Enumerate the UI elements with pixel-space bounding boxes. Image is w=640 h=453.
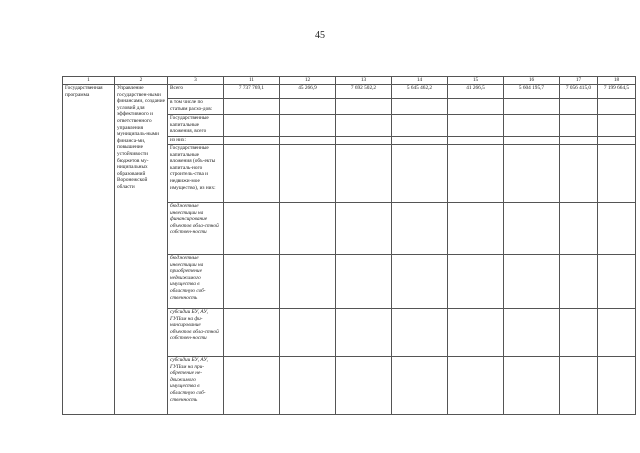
- value-cell: [448, 255, 504, 309]
- value-cell: 41 266,5: [448, 85, 504, 99]
- column-header: 1: [63, 77, 115, 85]
- value-cell: [598, 357, 636, 415]
- value-cell: [504, 309, 560, 357]
- column-header: 14: [392, 77, 448, 85]
- value-cell: [598, 99, 636, 115]
- value-cell: 7 737 769,1: [224, 85, 280, 99]
- value-cell: [560, 255, 598, 309]
- row-label-cell: Государственные капитальные вложения, всего: [168, 115, 224, 137]
- value-cell: [504, 203, 560, 255]
- value-cell: [280, 309, 336, 357]
- value-cell: [280, 99, 336, 115]
- value-cell: [598, 115, 636, 137]
- value-cell: [448, 203, 504, 255]
- value-cell: [598, 255, 636, 309]
- value-cell: [224, 309, 280, 357]
- row-label-cell: субсидии БУ, АУ, ГУПам на при-обретение не-движимого имущества в областную соб-ственность: [168, 357, 224, 415]
- program-name-cell: Управление государствен-ными финансами, создание условий для эффективного и ответственного управления муниципаль-ными финанса-ми, повышение устойчивости бюджетов му-ниципальных образований Воронежской области: [115, 85, 168, 415]
- value-cell: [392, 255, 448, 309]
- value-cell: [392, 99, 448, 115]
- program-type-cell: Государственная программа: [63, 85, 115, 415]
- value-cell: [224, 115, 280, 137]
- column-header: 12: [280, 77, 336, 85]
- column-header: 16: [504, 77, 560, 85]
- column-header: 17: [560, 77, 598, 85]
- column-header: 15: [448, 77, 504, 85]
- value-cell: [392, 203, 448, 255]
- value-cell: [598, 145, 636, 203]
- value-cell: 7 199 664,5: [598, 85, 636, 99]
- column-header: 2: [115, 77, 168, 85]
- value-cell: [504, 115, 560, 137]
- value-cell: [336, 145, 392, 203]
- value-cell: [280, 145, 336, 203]
- value-cell: [598, 203, 636, 255]
- row-label-cell: Государственные капитальные вложения (объ-екты капиталь-ного строитель-ства и недвижи-мое имущество), из них:: [168, 145, 224, 203]
- value-cell: [560, 145, 598, 203]
- value-cell: [448, 309, 504, 357]
- value-cell: [336, 309, 392, 357]
- value-cell: [280, 357, 336, 415]
- value-cell: [224, 99, 280, 115]
- value-cell: [560, 115, 598, 137]
- value-cell: [280, 203, 336, 255]
- value-cell: [448, 357, 504, 415]
- row-label-cell: в том числе по статьям расхо-дов:: [168, 99, 224, 115]
- value-cell: [560, 309, 598, 357]
- value-cell: [224, 357, 280, 415]
- budget-table: [62, 76, 636, 415]
- value-cell: [504, 357, 560, 415]
- value-cell: [448, 99, 504, 115]
- value-cell: [504, 99, 560, 115]
- value-cell: [392, 145, 448, 203]
- column-header: 18: [598, 77, 636, 85]
- value-cell: [504, 137, 560, 145]
- value-cell: [560, 357, 598, 415]
- row-label-cell: из них:: [168, 137, 224, 145]
- value-cell: [280, 115, 336, 137]
- value-cell: [224, 137, 280, 145]
- column-header: 3: [168, 77, 224, 85]
- table-row: [63, 85, 636, 99]
- value-cell: [504, 255, 560, 309]
- value-cell: [392, 115, 448, 137]
- value-cell: [448, 145, 504, 203]
- value-cell: [280, 255, 336, 309]
- row-label-cell: бюджетные инвестиции на финансирование объектов обла-стной собствен-ности: [168, 203, 224, 255]
- row-label-cell: Всего: [168, 85, 224, 99]
- value-cell: [336, 203, 392, 255]
- column-header: 11: [224, 77, 280, 85]
- value-cell: [280, 137, 336, 145]
- value-cell: [598, 137, 636, 145]
- value-cell: [224, 255, 280, 309]
- value-cell: [392, 357, 448, 415]
- value-cell: 5 645 462,2: [392, 85, 448, 99]
- value-cell: [224, 145, 280, 203]
- column-header-row: [63, 77, 636, 85]
- value-cell: [560, 99, 598, 115]
- value-cell: 7 056 415,0: [560, 85, 598, 99]
- value-cell: [392, 309, 448, 357]
- value-cell: [336, 115, 392, 137]
- value-cell: [224, 203, 280, 255]
- value-cell: [336, 99, 392, 115]
- page-number: 45: [315, 30, 325, 41]
- value-cell: [448, 137, 504, 145]
- value-cell: [560, 137, 598, 145]
- value-cell: [336, 357, 392, 415]
- value-cell: 7 692 502,2: [336, 85, 392, 99]
- value-cell: [336, 255, 392, 309]
- value-cell: [560, 203, 598, 255]
- value-cell: [598, 309, 636, 357]
- value-cell: [392, 137, 448, 145]
- value-cell: 5 604 195,7: [504, 85, 560, 99]
- value-cell: [336, 137, 392, 145]
- value-cell: [504, 145, 560, 203]
- row-label-cell: субсидии БУ, АУ, ГУПам на фи-нансирование объектов обла-стной собствен-ности: [168, 309, 224, 357]
- value-cell: [448, 115, 504, 137]
- row-label-cell: бюджетные инвестиции на приобретение недвижимого имущества в областную соб-ственность: [168, 255, 224, 309]
- column-header: 13: [336, 77, 392, 85]
- value-cell: 45 266,9: [280, 85, 336, 99]
